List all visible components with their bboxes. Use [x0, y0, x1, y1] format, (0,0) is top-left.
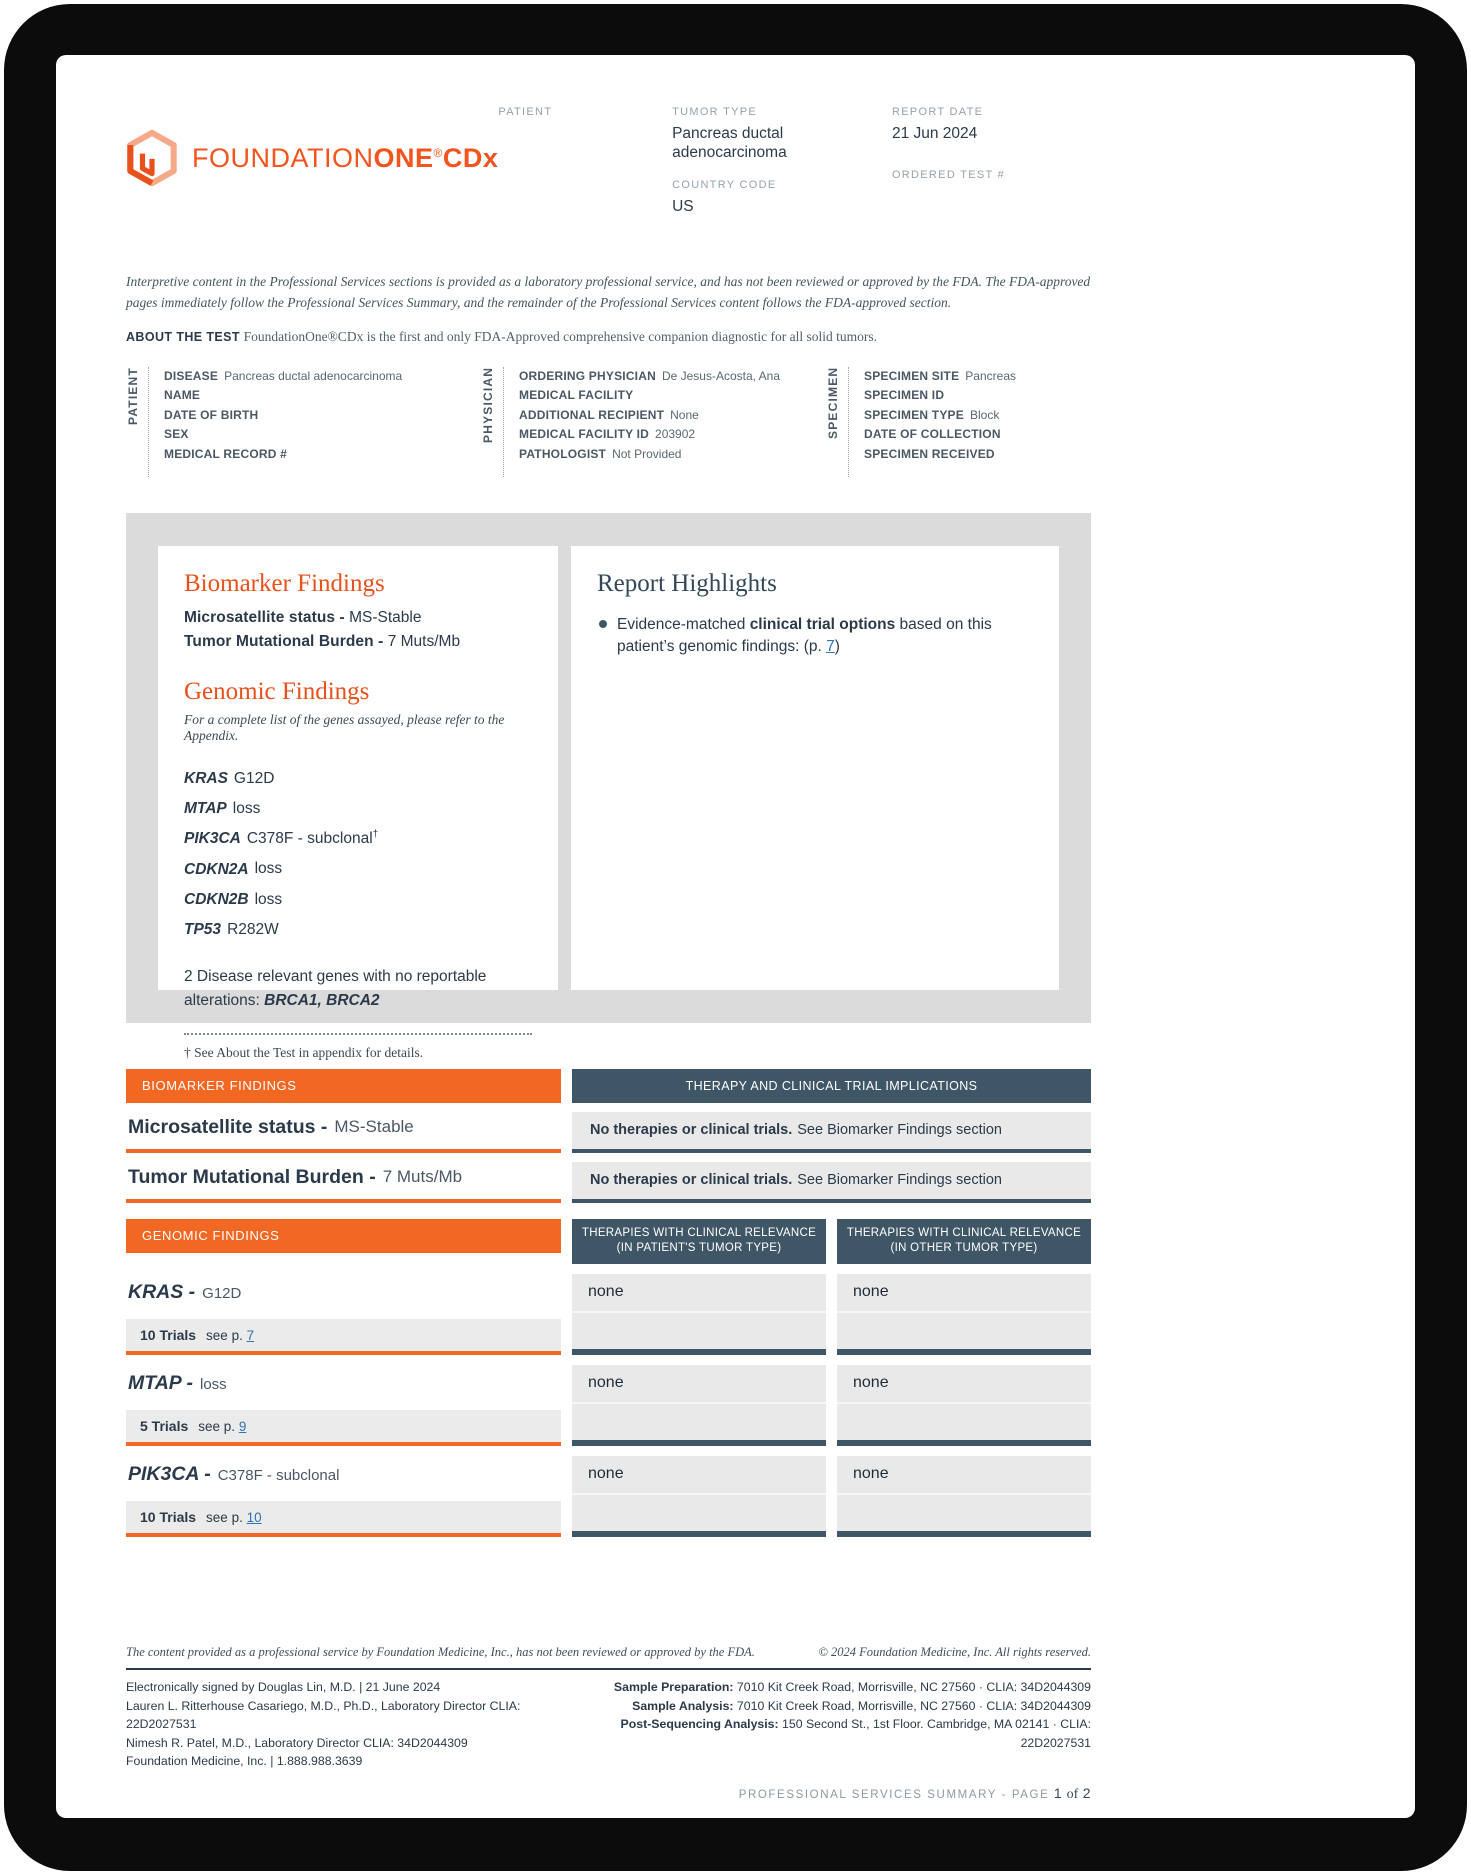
report-date-label: REPORT DATE — [891, 106, 984, 118]
tumor-type-value: Pancreas ductal adenocarcinoma — [672, 125, 787, 162]
biomarker-findings-header: BIOMARKER FINDINGS — [126, 1069, 561, 1103]
lab-address-line: Sample Analysis: 7010 Kit Creek Road, Morrisville, NC 27560 · CLIA: 34D2044309 — [632, 1698, 1091, 1713]
physician-info-group — [481, 367, 826, 477]
about-text: FoundationOne®CDx is the first and only FDA-Approved comprehensive companion diagnostic for all solid tumors. — [243, 328, 877, 344]
patient-label: PATIENT — [498, 106, 553, 118]
info-label: MEDICAL RECORD # — [164, 446, 287, 461]
lab-address-line: Sample Preparation: 7010 Kit Creek Road, Morrisville, NC 27560 · CLIA: 34D2044309 — [613, 1680, 1091, 1694]
info-value: Not Provided — [612, 446, 682, 461]
about-label: ABOUT THE TEST — [126, 329, 240, 344]
info-value: Pancreas ductal adenocarcinoma — [224, 368, 403, 383]
biomarker-item: Microsatellite status - MS-Stable — [184, 608, 422, 626]
foundation-medicine-logo-icon — [126, 129, 178, 187]
therapy-cell: No therapies or clinical trials. See Biomarker Findings section — [572, 1112, 1091, 1153]
info-label: ORDERING PHYSICIAN — [519, 368, 656, 383]
country-code-value: US — [672, 197, 694, 215]
report-header — [126, 100, 1091, 216]
findings-tables — [126, 1069, 1091, 1537]
info-label: MEDICAL FACILITY ID — [519, 427, 650, 442]
genomic-findings-header: GENOMIC FINDINGS — [126, 1219, 561, 1253]
page-indicator: PROFESSIONAL SERVICES SUMMARY - PAGE 1 of 2 — [738, 1784, 1091, 1802]
patient-group-label: PATIENT — [126, 366, 140, 425]
gene-title: PIK3CA - C378F - subclonal — [128, 1463, 340, 1485]
summary-panel — [126, 513, 1091, 1060]
tumor-type-label: TUMOR TYPE — [672, 106, 758, 118]
info-label: SEX — [164, 427, 189, 442]
report-date-value: 21 Jun 2024 — [891, 125, 978, 142]
genomic-row-mtap — [126, 1365, 1091, 1446]
info-value: None — [670, 407, 699, 422]
report-footer — [126, 1645, 1091, 1803]
patient-info-group — [126, 367, 481, 477]
no-reportable-alterations: 2 Disease relevant genes with no reportable alterations: BRCA1, BRCA2 — [184, 967, 487, 1009]
therapy-cell-patient: none — [572, 1365, 826, 1446]
bullet-icon — [599, 620, 607, 628]
biomarker-row: Tumor Mutational Burden - 7 Muts/Mb No therapies or clinical trials. See Biomarker Findings section — [126, 1162, 1091, 1203]
report-page — [56, 55, 1415, 1818]
specimen-group-label: SPECIMEN — [826, 366, 840, 440]
col-header-patient-tumor: THERAPIES WITH CLINICAL RELEVANCE (IN PATIENT'S TUMOR TYPE) — [572, 1219, 826, 1264]
gene-line: CDKN2B loss — [184, 890, 283, 908]
highlight-item: Evidence-matched clinical trial options based on this patient’s genomic findings: (p. 7) — [597, 614, 1033, 657]
case-info-block — [126, 367, 1091, 477]
trials-page-link[interactable]: 10 — [246, 1510, 262, 1525]
highlight-page-link[interactable]: 7 — [826, 637, 835, 655]
trials-page-link[interactable]: 9 — [238, 1419, 247, 1434]
dagger-footnote: † See About the Test in appendix for details. — [184, 1044, 424, 1060]
therapy-cell-other: none — [837, 1274, 1091, 1355]
footer-lab-addresses — [572, 1678, 1091, 1771]
specimen-info-group — [826, 367, 1091, 477]
country-code-label: COUNTRY CODE — [672, 178, 777, 191]
about-the-test — [126, 329, 1091, 345]
info-label: SPECIMEN SITE — [864, 368, 960, 383]
genomic-findings-title: Genomic Findings — [184, 677, 370, 705]
footer-signatures — [126, 1678, 572, 1771]
info-label: NAME — [164, 388, 201, 403]
header-date-col — [892, 100, 1091, 216]
header-tumor-col — [672, 100, 892, 216]
biomarker-row: Microsatellite status - MS-Stable No therapies or clinical trials. See Biomarker Findings section — [126, 1112, 1091, 1153]
findings-summary-box — [158, 546, 558, 1060]
gene-title: MTAP - loss — [128, 1372, 227, 1394]
therapy-cell-other: none — [837, 1456, 1091, 1537]
footer-divider — [126, 1668, 1091, 1670]
gene-line: PIK3CA C378F - subclonal† — [184, 829, 379, 848]
trials-page-link[interactable]: 7 — [246, 1328, 255, 1343]
signature-line: Lauren L. Ritterhouse Casariego, M.D., Ph.D., Laboratory Director CLIA: 22D2027531 — [126, 1698, 521, 1731]
dotted-separator — [184, 1033, 532, 1035]
therapy-cell-patient: none — [572, 1456, 826, 1537]
info-label: ADDITIONAL RECIPIENT — [519, 407, 665, 422]
info-label: SPECIMEN RECEIVED — [864, 446, 995, 461]
info-label: SPECIMEN TYPE — [864, 407, 964, 422]
lab-address-line: Post-Sequencing Analysis: 150 Second St., 1st Floor. Cambridge, MA 02141 · CLIA: 22D2027531 — [620, 1717, 1091, 1750]
gene-title: KRAS - G12D — [128, 1281, 242, 1303]
brand-wordmark: FOUNDATIONONE®CDx — [192, 142, 499, 173]
genomic-findings-note: For a complete list of the genes assayed, please refer to the Appendix. — [184, 711, 505, 743]
signature-line: Foundation Medicine, Inc. | 1.888.988.3639 — [126, 1754, 363, 1768]
signature-line: Nimesh R. Patel, M.D., Laboratory Director CLIA: 34D2044309 — [126, 1735, 468, 1750]
info-value: Pancreas — [965, 368, 1016, 383]
info-label: SPECIMEN ID — [864, 388, 945, 403]
footer-copyright: © 2024 Foundation Medicine, Inc. All rights reserved. — [818, 1645, 1091, 1659]
therapy-cell-other: none — [837, 1365, 1091, 1446]
brand-logo — [126, 100, 498, 216]
report-highlights-title: Report Highlights — [597, 569, 777, 597]
report-highlights-box — [571, 546, 1059, 990]
gene-line: TP53 R282W — [184, 920, 279, 938]
info-label: DATE OF COLLECTION — [864, 427, 1001, 442]
signature-line: Electronically signed by Douglas Lin, M.D. | 21 June 2024 — [126, 1680, 441, 1694]
biomarker-item: Tumor Mutational Burden - 7 Muts/Mb — [184, 632, 461, 650]
info-label: MEDICAL FACILITY — [519, 388, 634, 403]
gene-line: MTAP loss — [184, 800, 261, 818]
genomic-row-kras — [126, 1274, 1091, 1355]
fda-disclaimer: Interpretive content in the Professional Services sections is provided as a laboratory professional service, and has not been reviewed or approved by the FDA. The FDA-approved pages immediately follow the Professional Services Summary, and the remainder of the Professional Services content follows the FDA-approved section. — [126, 274, 1091, 311]
info-value: 203902 — [655, 427, 696, 442]
info-label: DATE OF BIRTH — [164, 407, 259, 422]
therapy-cell: No therapies or clinical trials. See Biomarker Findings section — [572, 1162, 1091, 1203]
therapy-cell-patient: none — [572, 1274, 826, 1355]
physician-group-label: PHYSICIAN — [481, 366, 495, 444]
biomarker-findings-title: Biomarker Findings — [184, 569, 385, 597]
info-value: Block — [969, 407, 1000, 422]
gene-trials: 10 Trials see p. 7 — [126, 1319, 561, 1351]
info-label: PATHOLOGIST — [519, 446, 607, 461]
genomic-row-pik3ca — [126, 1456, 1091, 1537]
gene-line: CDKN2A loss — [184, 860, 283, 878]
info-value: De Jesus-Acosta, Ana — [661, 368, 781, 383]
gene-trials: 5 Trials see p. 9 — [126, 1410, 561, 1442]
ordered-test-label: ORDERED TEST # — [891, 169, 1006, 182]
info-label: DISEASE — [164, 368, 219, 383]
gene-line: KRAS G12D — [184, 770, 275, 788]
footer-fda-note: The content provided as a professional service by Foundation Medicine, Inc., has not been reviewed or approved by the FDA. — [126, 1645, 755, 1659]
therapy-implications-header: THERAPY AND CLINICAL TRIAL IMPLICATIONS — [572, 1069, 1091, 1103]
header-patient-col — [498, 100, 672, 216]
gene-list — [184, 762, 532, 943]
gene-trials: 10 Trials see p. 10 — [126, 1501, 561, 1533]
col-header-other-tumor: THERAPIES WITH CLINICAL RELEVANCE (IN OTHER TUMOR TYPE) — [837, 1219, 1091, 1264]
